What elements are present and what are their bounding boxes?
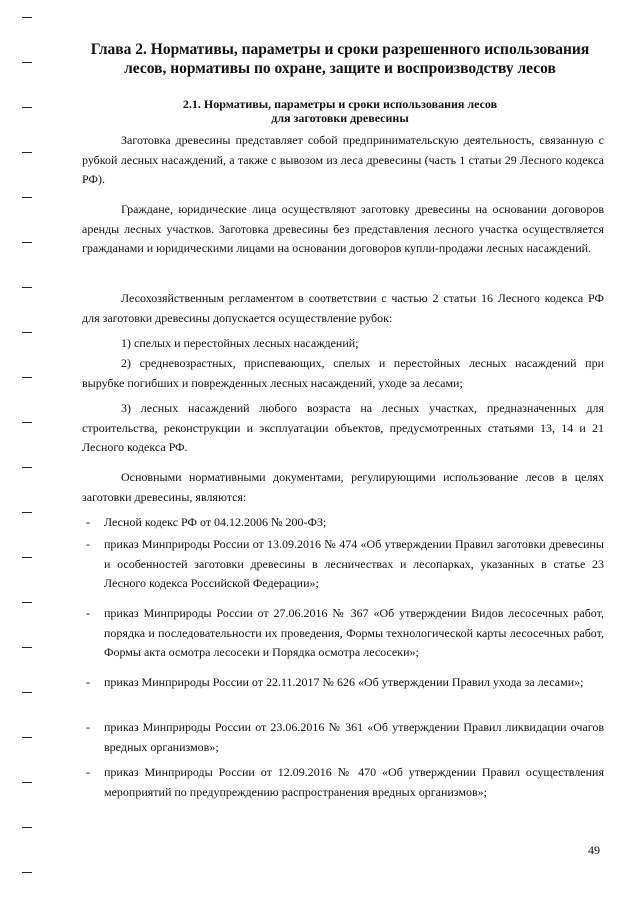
list-item-text: приказ Минприроды России от 27.06.2016 № 367 «Об утверждении Видов лесосечных работ, порядка и последовательности их проведения, Формы технологической карты лесосечных работ, Формы акта осмотра лесосеки и Порядка осмотра лесосеки»; — [104, 606, 604, 659]
left-margin-mark — [22, 242, 32, 243]
list-item — [86, 673, 604, 693]
left-margin-mark — [22, 107, 32, 108]
paragraph: 1) спелых и перестойных лесных насаждений; — [121, 336, 359, 350]
left-margin-mark — [22, 872, 32, 873]
left-margin-mark — [22, 287, 32, 288]
list-dash: - — [86, 515, 90, 529]
list-item-text: Лесной кодекс РФ от 04.12.2006 № 200-ФЗ; — [104, 515, 327, 529]
list-dash: - — [86, 537, 90, 551]
list-item-text: приказ Минприроды России от 13.09.2016 № 474 «Об утверждении Правил заготовки древесины и особенностей заготовки древесины в лесничествах и лесопарках, указанных в статье 23 Лесного кодекса Российской Федерации»; — [104, 537, 604, 590]
list-dash: - — [86, 675, 90, 689]
chapter-title — [90, 40, 590, 78]
paragraph: Лесохозяйственным регламентом в соответствии с частью 2 статьи 16 Лесного кодекса РФ для заготовки древесины допускается осуществление рубок: — [82, 291, 604, 325]
left-margin-mark — [22, 782, 32, 783]
list-item — [86, 763, 604, 802]
left-margin-mark — [22, 737, 32, 738]
left-margin-mark — [22, 602, 32, 603]
list-dash: - — [86, 606, 90, 620]
left-margin-mark — [22, 62, 32, 63]
section-title-line-1: 2.1. Нормативы, параметры и сроки использования лесов — [182, 97, 498, 111]
left-margin-mark — [22, 422, 32, 423]
chapter-title-line-1: Глава 2. Нормативы, параметры и сроки разрешенного использования — [90, 41, 590, 58]
list-item-text: приказ Минприроды России от 23.06.2016 № 361 «Об утверждении Правил ликвидации очагов вредных организмов»; — [104, 720, 604, 754]
left-margin-mark — [22, 647, 32, 648]
left-margin-mark — [22, 17, 32, 18]
left-margin-mark — [22, 512, 32, 513]
left-margin-mark — [22, 152, 32, 153]
list-dash: - — [86, 720, 90, 734]
list-item-text: приказ Минприроды России от 12.09.2016 № 470 «Об утверждении Правил осуществления мероприятий по предупреждению распространения вредных организмов»; — [104, 765, 604, 799]
left-margin-mark — [22, 332, 32, 333]
list-item-text: приказ Минприроды России от 22.11.2017 № 626 «Об утверждении Правил ухода за лесами»; — [104, 675, 584, 689]
list-item — [86, 718, 604, 757]
list-item — [86, 604, 604, 663]
section-title — [120, 97, 560, 125]
paragraph: Основными нормативными документами, регулирующими использование лесов в целях заготовки древесины, являются: — [82, 470, 604, 504]
paragraph: Заготовка древесины представляет собой предпринимательскую деятельность, связанную с рубкой лесных насаждений, а также с вывозом из леса древесины (часть 1 статьи 29 Лесного кодекса РФ). — [82, 133, 604, 186]
page-number: 49 — [588, 843, 600, 857]
list-dash: - — [86, 765, 90, 779]
left-margin-mark — [22, 827, 32, 828]
paragraph: 2) средневозрастных, приспевающих, спелых и перестойных лесных насаждений при вырубке погибших и поврежденных лесных насаждений, уходе за лесами; — [82, 356, 604, 390]
left-margin-mark — [22, 692, 32, 693]
left-margin-mark — [22, 467, 32, 468]
paragraph: Граждане, юридические лица осуществляют заготовку древесины на основании договоров аренды лесных участков. Заготовка древесины без представления лесного участка осуществляется гражданами и юридическими лицами на основании договоров купли-продажи лесных насаждений. — [82, 202, 604, 255]
left-margin-mark — [22, 197, 32, 198]
list-item — [86, 513, 604, 533]
left-margin-mark — [22, 377, 32, 378]
left-margin-mark — [22, 557, 32, 558]
section-title-line-2: для заготовки древесины — [271, 111, 409, 125]
chapter-title-line-2: лесов, нормативы по охране, защите и воспроизводству лесов — [124, 60, 556, 77]
paragraph: 3) лесных насаждений любого возраста на лесных участках, предназначенных для строительства, реконструкции и эксплуатации объектов, предусмотренных статьями 13, 14 и 21 Лесного кодекса РФ. — [82, 401, 604, 454]
list-item — [86, 535, 604, 594]
